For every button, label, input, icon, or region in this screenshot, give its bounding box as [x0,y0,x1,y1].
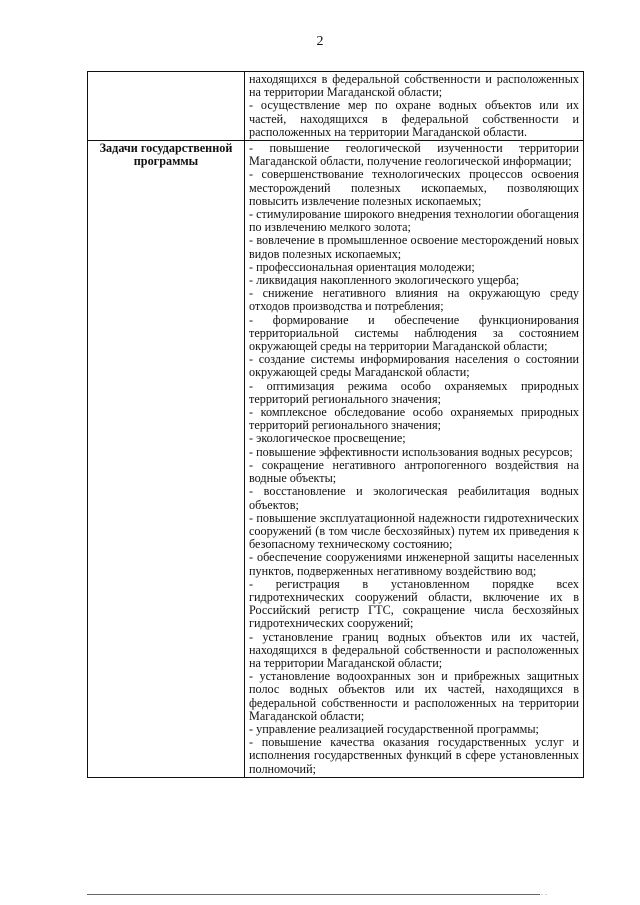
list-item: - управление реализацией государственной программы; [249,721,539,736]
list-item: - оптимизация режима особо охраняемых природных территорий регионального значения; [249,378,579,406]
list-item: - повышение эксплуатационной надежности гидротехнических сооружений (в том числе бесхозяйных) путем их приведения к безопасному техническому состоянию; [249,510,579,552]
list-item: - экологическое просвещение; [249,431,406,446]
list-item: - формирование и обеспечение функционирования территориальной системы наблюдения за состоянием окружающей среды на территории Магаданской области; [249,312,579,354]
program-passport-table [87,71,584,778]
row-label-empty [88,72,245,141]
list-item: - комплексное обследование особо охраняемых природных территорий регионального значения; [249,405,579,433]
row-content-continuation [245,72,584,141]
list-item: - регистрация в установленном порядке всех гидротехнических сооружений области, включение их в Российский регистр ГТС, сокращение числа бесхозяйных гидротехнических сооружений; [249,576,579,631]
list-item: - снижение негативного влияния на окружающую среду отходов производства и потребления; [249,286,579,314]
table-row-tasks [88,141,584,778]
list-item: - установление границ водных объектов или их частей, находящихся в федеральной собственности и расположенных на территории Магаданской области; [249,629,579,670]
list-item: - установление водоохранных зон и прибрежных защитных полос водных объектов или их частей, находящихся в федеральной собственности и расположенных на территории Магаданской области; [249,669,579,723]
row-label-tasks: Задачи государственной программы [88,141,245,778]
list-item: - повышение качества оказания государственных услуг и исполнения государственных функций в сфере установленных полномочий; [249,735,579,776]
list-item: - повышение геологической изученности территории Магаданской области, получение геологической информации; [249,141,579,169]
list-item: - повышение эффективности использования водных ресурсов; [249,444,573,459]
row-content-tasks [245,141,584,778]
list-item: - создание системы информирования населения о состоянии окружающей среды Магаданской области; [249,352,579,380]
table-row-continuation [88,72,584,141]
list-item: - восстановление и экологическая реабилитация водных объектов; [249,484,579,512]
scan-artifact-marks: . . [541,888,547,897]
list-item: - осуществление мер по охране водных объектов или их частей, находящихся в федеральной собственности и расположенных на территории Магаданской области. [249,98,579,139]
list-item: находящихся в федеральной собственности и расположенных на территории Магаданской области; [249,72,579,100]
page-number: 2 [316,34,324,49]
list-item: - стимулирование широкого внедрения технологии обогащения по извлечению мелкого золота; [249,207,579,235]
list-item: - вовлечение в промышленное освоение месторождений новых видов полезных ископаемых; [249,233,579,261]
list-item: - обеспечение сооружениями инженерной защиты населенных пунктов, подверженных негативному воздействию вод; [249,550,579,578]
footer-divider [87,894,540,895]
list-item: - сокращение негативного антропогенного воздействия на водные объекты; [249,457,579,486]
list-item: - ликвидация накопленного экологического ущерба; [249,273,520,288]
list-item: - совершенствование технологических процессов освоения месторождений полезных ископаемых, позволяющих повысить извлечение полезных ископаемых; [249,167,579,208]
list-item: - профессиональная ориентация молодежи; [249,259,475,274]
